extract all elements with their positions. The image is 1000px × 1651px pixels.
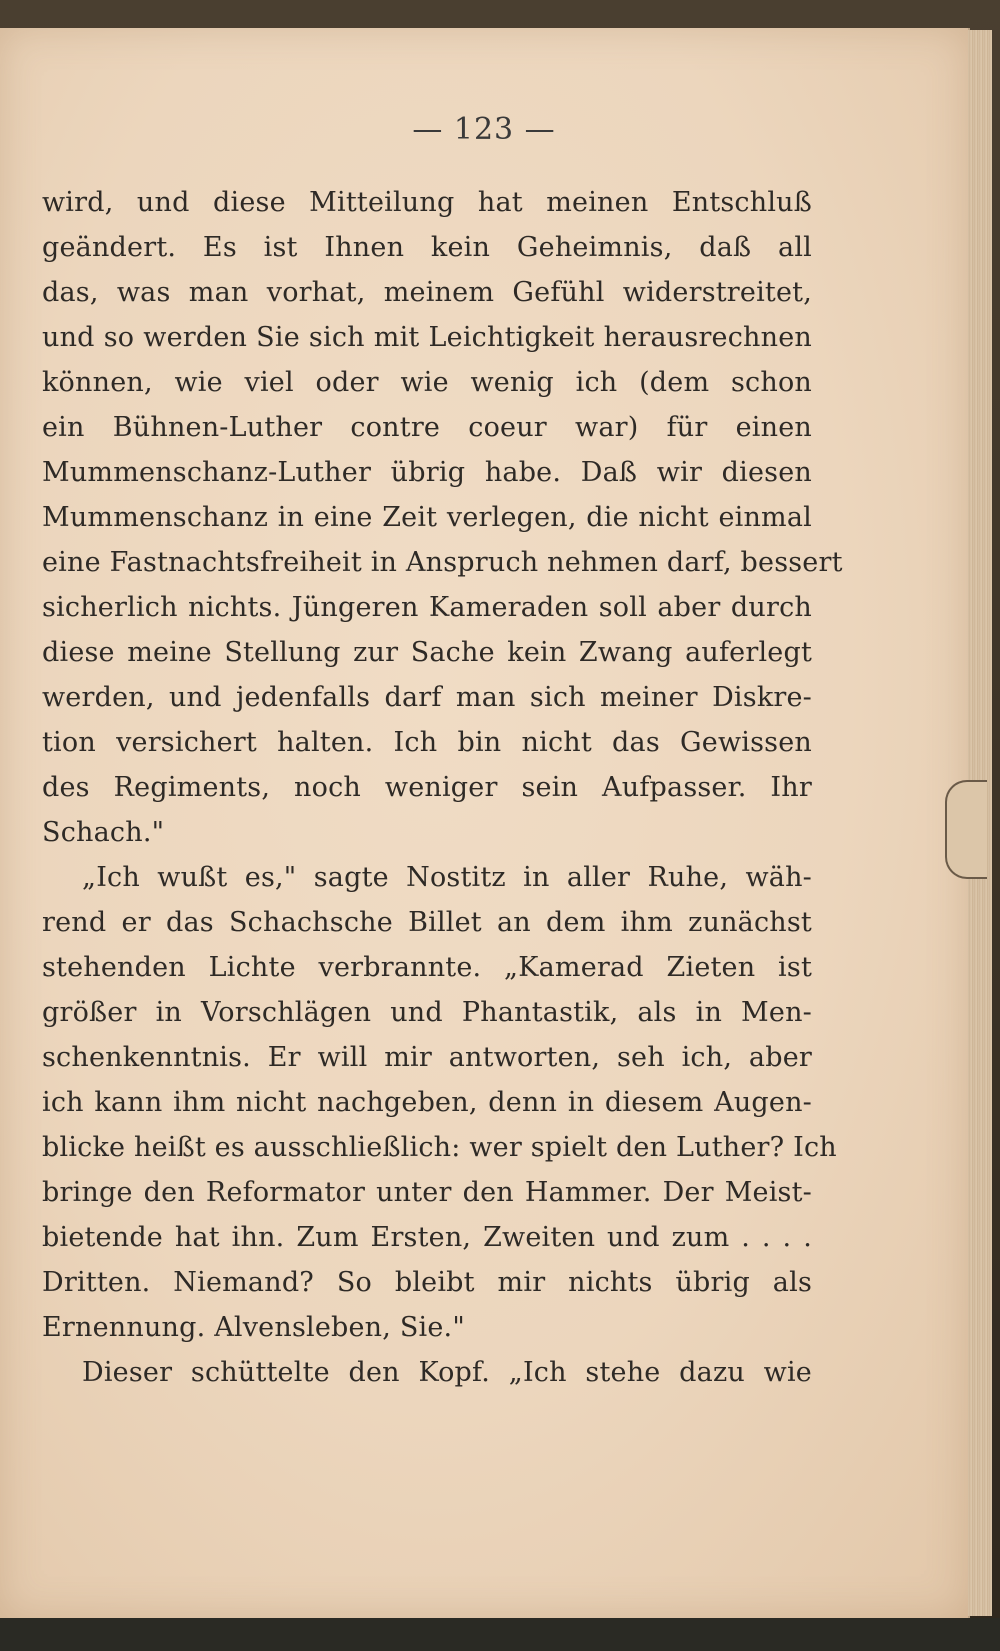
- text-line: bringe den Reformator unter den Hammer. Der Meist-: [42, 1177, 812, 1208]
- text-line: Mummenschanz-Luther übrig habe. Daß wir diesen: [42, 457, 812, 488]
- text-line: ich kann ihm nicht nachgeben, denn in diesem Augen-: [42, 1087, 812, 1118]
- text-line: bietende hat ihn. Zum Ersten, Zweiten und zum . . . .: [42, 1222, 812, 1253]
- text-line: eine Fastnachtsfreiheit in Anspruch nehmen darf, bessert: [42, 547, 843, 578]
- text-line: Ernennung. Alvensleben, Sie.": [42, 1312, 465, 1343]
- text-line: „Ich wußt es," sagte Nostitz in aller Ruhe, wäh-: [82, 862, 812, 893]
- text-line: schenkenntnis. Er will mir antworten, seh ich, aber: [42, 1042, 812, 1073]
- text-line: größer in Vorschlägen und Phantastik, als in Men-: [42, 997, 812, 1028]
- body-text: [42, 180, 843, 1395]
- text-line: tion versichert halten. Ich bin nicht das Gewissen: [42, 727, 812, 758]
- text-line: Mummenschanz in eine Zeit verlegen, die nicht einmal: [42, 502, 812, 533]
- bottom-strip: [0, 1618, 1000, 1651]
- text-line: geändert. Es ist Ihnen kein Geheimnis, daß all: [42, 232, 812, 263]
- page-tab-marker: [945, 780, 987, 879]
- text-line: können, wie viel oder wie wenig ich (dem schon: [42, 367, 812, 398]
- text-line: das, was man vorhat, meinem Gefühl widerstreitet,: [42, 277, 812, 308]
- text-line: blicke heißt es ausschließlich: wer spielt den Luther? Ich: [42, 1132, 837, 1163]
- text-line: werden, und jedenfalls darf man sich meiner Diskre-: [42, 682, 812, 713]
- text-line: des Regiments, noch weniger sein Aufpasser. Ihr: [42, 772, 812, 803]
- text-line: diese meine Stellung zur Sache kein Zwang auferlegt: [42, 637, 812, 668]
- text-line: und so werden Sie sich mit Leichtigkeit herausrechnen: [42, 322, 812, 353]
- text-line: Dritten. Niemand? So bleibt mir nichts übrig als: [42, 1267, 812, 1298]
- text-line: ein Bühnen-Luther contre coeur war) für einen: [42, 412, 812, 443]
- text-line: wird, und diese Mitteilung hat meinen Entschluß: [42, 187, 812, 218]
- page-number: — 123 —: [412, 112, 556, 147]
- text-line: sicherlich nichts. Jüngeren Kameraden soll aber durch: [42, 592, 812, 623]
- text-line: Schach.": [42, 817, 165, 848]
- text-line: rend er das Schachsche Billet an dem ihm zunächst: [42, 907, 812, 938]
- text-line: stehenden Lichte verbrannte. „Kamerad Zieten ist: [42, 952, 812, 983]
- text-line: Dieser schüttelte den Kopf. „Ich stehe dazu wie: [82, 1357, 812, 1388]
